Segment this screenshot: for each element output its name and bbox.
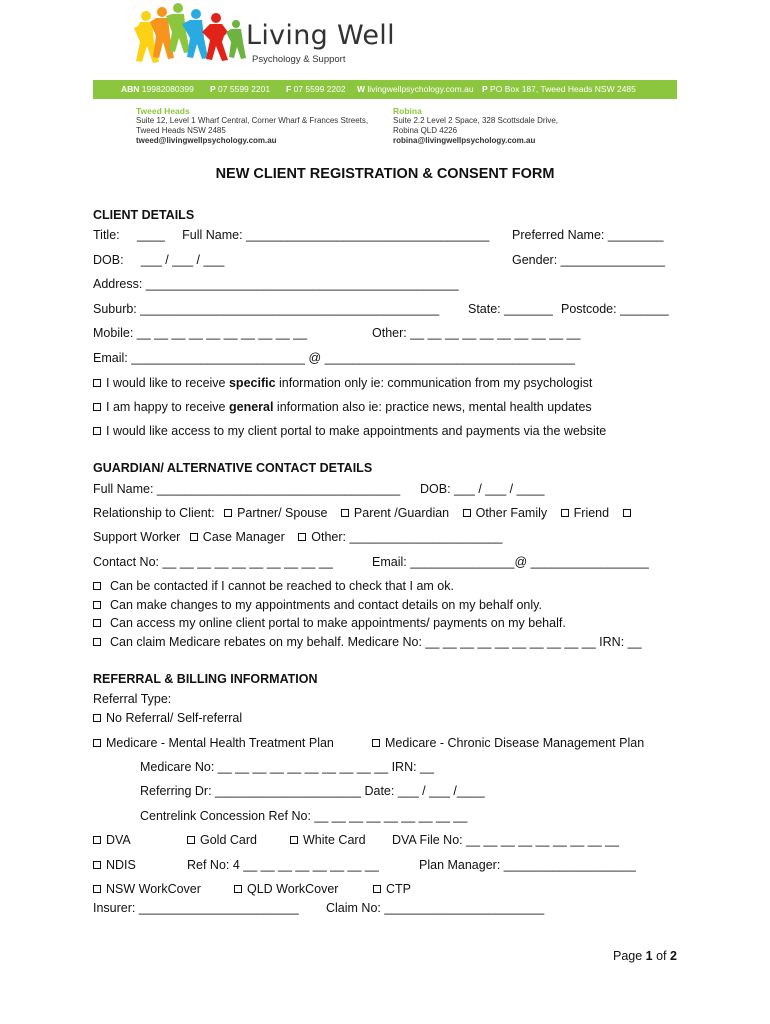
checkbox[interactable]: [187, 836, 195, 844]
office-address-line1: Suite 12, Level 1 Wharf Central, Corner Wharf & Frances Streets,: [136, 116, 369, 125]
checkbox[interactable]: [290, 836, 298, 844]
rel-option-support-checkbox[interactable]: [623, 509, 631, 517]
referral-heading: REFERRAL & BILLING INFORMATION: [93, 672, 318, 686]
support-worker-label: Support Worker: [93, 530, 181, 544]
consent-text-pre: I would like to receive: [106, 376, 229, 390]
abn-value: 19982080399: [141, 84, 194, 94]
checkbox[interactable]: [190, 533, 198, 541]
web-value: livingwellpsychology.com.au: [367, 84, 474, 94]
phone-label: P: [210, 84, 216, 94]
checkbox[interactable]: [93, 885, 101, 893]
option-label: Medicare - Mental Health Treatment Plan: [106, 736, 334, 750]
checkbox[interactable]: [372, 739, 380, 747]
checkbox[interactable]: [463, 509, 471, 517]
checkbox[interactable]: [561, 509, 569, 517]
gender-field[interactable]: Gender: _______________: [512, 253, 665, 267]
checkbox[interactable]: [93, 601, 101, 609]
permission-text: Can make changes to my appointments and contact details on my behalf only.: [110, 598, 542, 612]
suburb-field[interactable]: Suburb: ___________________________________________: [93, 302, 440, 316]
page-label: Page: [613, 949, 646, 963]
rel-option-partner[interactable]: [224, 506, 327, 520]
checkbox[interactable]: [93, 836, 101, 844]
checkbox[interactable]: [93, 714, 101, 722]
referring-dr-field[interactable]: Referring Dr: _____________________ Date: ___ / ___ /____: [140, 784, 485, 798]
web-label: W: [357, 84, 366, 94]
permission-medicare[interactable]: [93, 635, 642, 649]
checkbox[interactable]: [93, 861, 101, 869]
medicare-no-field[interactable]: Medicare No: __ __ __ __ __ __ __ __ __ __ IRN: __: [140, 760, 434, 774]
option-label: Partner/ Spouse: [237, 506, 328, 520]
page-of: of: [652, 949, 670, 963]
postcode-field[interactable]: Postcode: _______: [561, 302, 669, 316]
page-number: [613, 949, 677, 963]
rel-option-friend[interactable]: [561, 506, 609, 520]
office-address-line2: Robina QLD 4226: [393, 126, 458, 135]
billing-qld-workcover[interactable]: [234, 882, 338, 896]
option-label: CTP: [386, 882, 411, 896]
option-label: Other Family: [475, 506, 548, 520]
billing-gold-card[interactable]: [187, 833, 257, 847]
page-total: 2: [670, 949, 677, 963]
brand-tagline: Psychology & Support: [252, 54, 346, 65]
fax-label: F: [286, 84, 292, 94]
living-well-logo-figures: [132, 2, 250, 66]
relationship-label: Relationship to Client:: [93, 506, 215, 520]
contact-bar: [93, 80, 677, 99]
insurer-field[interactable]: Insurer: _______________________: [93, 901, 299, 915]
consent-keyword: specific: [228, 376, 276, 390]
consent-general[interactable]: [93, 400, 592, 414]
permission-text: Can be contacted if I cannot be reached to check that I am ok.: [110, 579, 454, 593]
dob-field[interactable]: DOB: ___ / ___ / ___: [93, 253, 225, 267]
dva-file-field[interactable]: DVA File No: __ __ __ __ __ __ __ __ __: [392, 833, 620, 847]
consent-keyword: general: [228, 400, 274, 414]
permission-changes[interactable]: [93, 598, 542, 612]
checkbox[interactable]: [93, 582, 101, 590]
referral-type-label: Referral Type:: [93, 692, 172, 706]
brand-name: Living Well: [246, 20, 395, 51]
fax-value: 07 5599 2202: [293, 84, 346, 94]
referral-none[interactable]: [93, 711, 242, 725]
consent-portal[interactable]: [93, 424, 606, 438]
consent-text-pre: I am happy to receive: [106, 400, 229, 414]
preferred-name-field[interactable]: Preferred Name: ________: [512, 228, 664, 242]
phone-value: 07 5599 2201: [218, 84, 271, 94]
po-label: P: [482, 84, 488, 94]
page-current: 1: [645, 949, 653, 963]
guardian-contact-field[interactable]: Contact No: __ __ __ __ __ __ __ __ __ __: [93, 555, 333, 569]
office-address-line1: Suite 2.2 Level 2 Space, 328 Scottsdale Drive,: [393, 116, 558, 125]
mobile-field[interactable]: Mobile: __ __ __ __ __ __ __ __ __ __: [93, 326, 308, 340]
po-value: PO Box 187, Tweed Heads NSW 2485: [490, 84, 636, 94]
figure-green-small: [226, 20, 246, 59]
other-phone-field[interactable]: Other: __ __ __ __ __ __ __ __ __ __: [372, 326, 581, 340]
checkbox[interactable]: [93, 739, 101, 747]
ndis-ref-field[interactable]: Ref No: 4 __ __ __ __ __ __ __ __: [187, 858, 379, 872]
consent-text-post: information also ie: practice news, mental health updates: [273, 400, 592, 414]
address-field[interactable]: Address: _____________________________________________: [93, 277, 459, 291]
option-label: Other: ______________________: [311, 530, 503, 544]
office-address-line2: Tweed Heads NSW 2485: [136, 126, 226, 135]
guardian-heading: GUARDIAN/ ALTERNATIVE CONTACT DETAILS: [93, 461, 373, 475]
option-label: DVA: [106, 833, 131, 847]
option-label: QLD WorkCover: [247, 882, 339, 896]
referral-mhtp[interactable]: [93, 736, 334, 750]
guardian-email-field[interactable]: Email: _______________@ _________________: [372, 555, 649, 569]
claim-no-field[interactable]: Claim No: _______________________: [326, 901, 545, 915]
office-email[interactable]: tweed@livingwellpsychology.com.au: [136, 136, 277, 145]
rel-option-parent[interactable]: [341, 506, 449, 520]
billing-nsw-workcover[interactable]: [93, 882, 201, 896]
permission-portal[interactable]: [93, 616, 566, 630]
billing-ndis[interactable]: [93, 858, 136, 872]
relationship-row: [93, 506, 636, 520]
option-label: NDIS: [106, 858, 136, 872]
office-tweed: [136, 106, 368, 145]
office-name: Tweed Heads: [136, 106, 190, 116]
form-title: NEW CLIENT REGISTRATION & CONSENT FORM: [215, 166, 555, 182]
option-label: Case Manager: [202, 530, 285, 544]
support-row: [93, 530, 512, 544]
checkbox[interactable]: [93, 619, 101, 627]
permission-text: Can claim Medicare rebates on my behalf. Medicare No: __ __ __ __ __ __ __ __ __ __ IRN: __: [110, 635, 642, 649]
option-label: Gold Card: [200, 833, 257, 847]
rel-option-other[interactable]: [298, 530, 502, 544]
guardian-fullname-field[interactable]: Full Name: ___________________________________: [93, 482, 401, 496]
checkbox[interactable]: [93, 427, 101, 435]
checkbox[interactable]: [234, 885, 242, 893]
abn-label: ABN: [121, 84, 140, 94]
state-field[interactable]: State: _______: [468, 302, 553, 316]
option-label: No Referral/ Self-referral: [106, 711, 243, 725]
billing-ctp[interactable]: [373, 882, 411, 896]
office-email[interactable]: robina@livingwellpsychology.com.au: [393, 136, 536, 145]
checkbox[interactable]: [93, 379, 101, 387]
consent-specific[interactable]: [93, 376, 592, 390]
option-label: Parent /Guardian: [353, 506, 450, 520]
office-name: Robina: [393, 106, 422, 116]
consent-text-post: information only ie: communication from my psychologist: [275, 376, 593, 390]
office-robina: [393, 106, 558, 145]
option-label: Medicare - Chronic Disease Management Plan: [385, 736, 645, 750]
centrelink-field[interactable]: Centrelink Concession Ref No: __ __ __ __ __ __ __ __ __: [140, 809, 468, 823]
option-label: White Card: [303, 833, 366, 847]
consent-text: I would like access to my client portal to make appointments and payments via the website: [106, 424, 607, 438]
title-fullname-field[interactable]: Title: ____ Full Name: ___________________________________: [93, 228, 490, 242]
checkbox[interactable]: [224, 509, 232, 517]
checkbox[interactable]: [298, 533, 306, 541]
checkbox[interactable]: [341, 509, 349, 517]
plan-manager-field[interactable]: Plan Manager: ___________________: [419, 858, 636, 872]
option-label: NSW WorkCover: [106, 882, 201, 896]
permission-contact[interactable]: [93, 579, 454, 593]
email-field[interactable]: Email: _________________________ @ ____________________________________: [93, 351, 575, 365]
billing-white-card[interactable]: [290, 833, 366, 847]
checkbox[interactable]: [373, 885, 381, 893]
billing-dva[interactable]: [93, 833, 131, 847]
rel-option-case-manager[interactable]: [190, 530, 285, 544]
option-label: Friend: [573, 506, 610, 520]
permission-text: Can access my online client portal to make appointments/ payments on my behalf.: [110, 616, 566, 630]
referral-cdmp[interactable]: [372, 736, 644, 750]
client-details-heading: CLIENT DETAILS: [93, 208, 195, 222]
checkbox[interactable]: [93, 403, 101, 411]
rel-option-family[interactable]: [463, 506, 548, 520]
checkbox[interactable]: [93, 638, 101, 646]
guardian-dob-field[interactable]: DOB: ___ / ___ / ____: [420, 482, 545, 496]
